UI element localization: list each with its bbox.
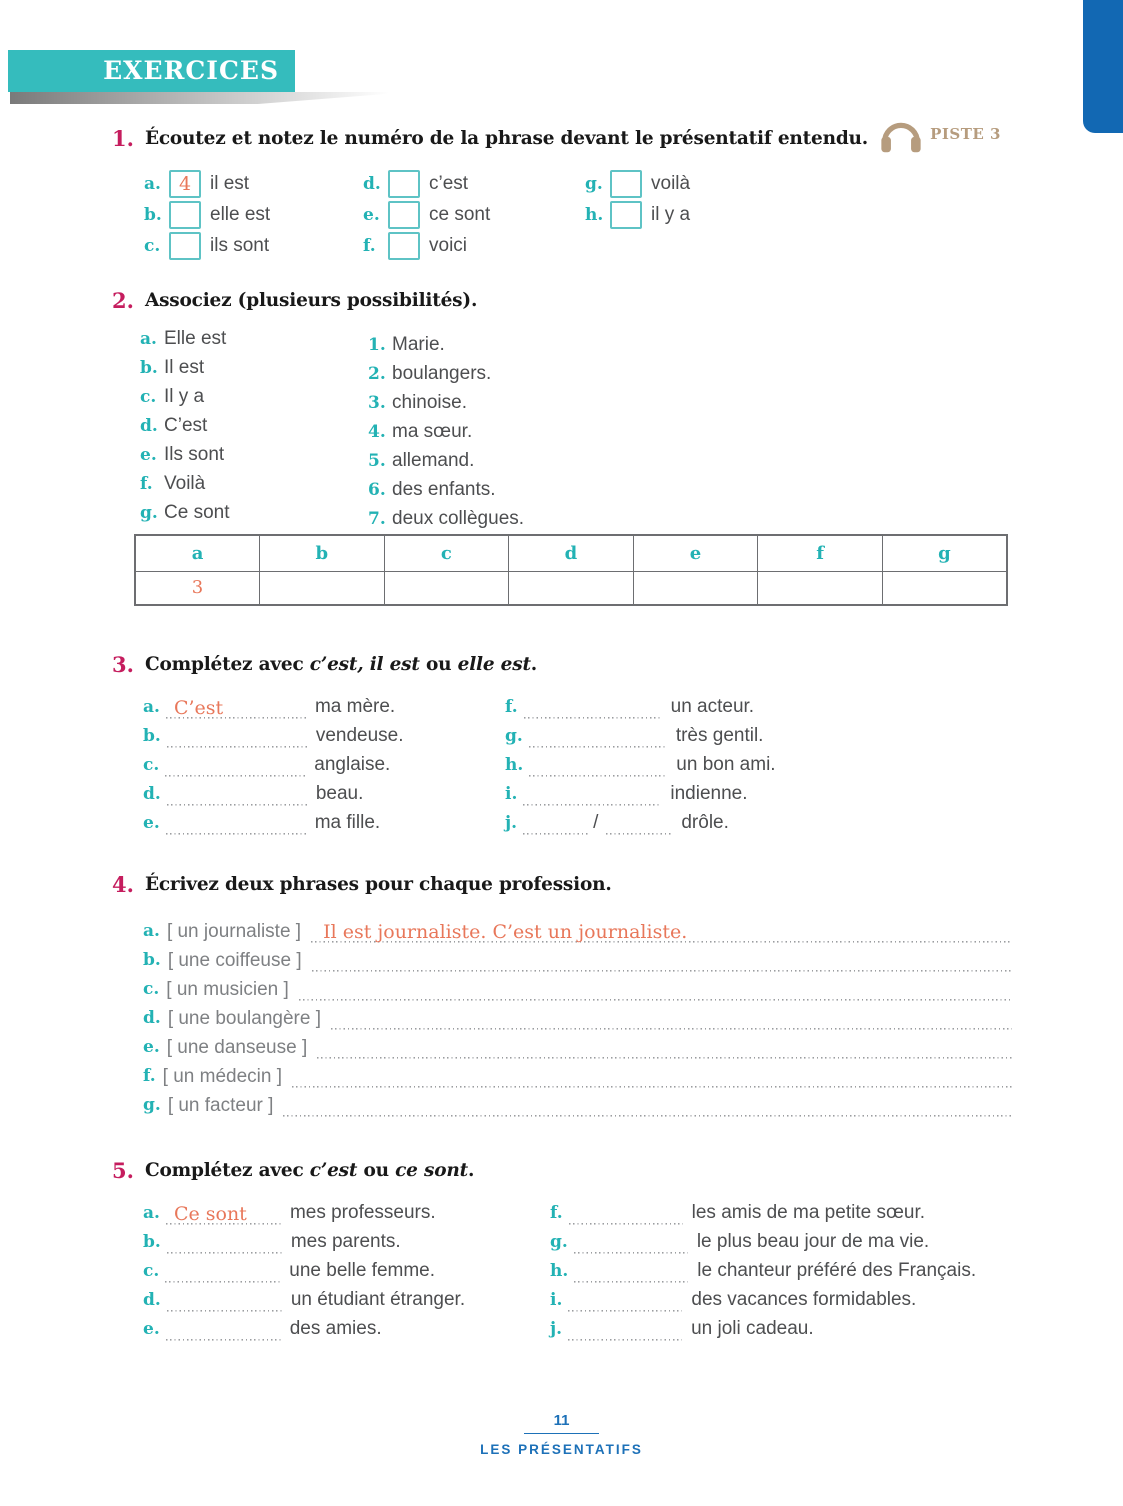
answer-line[interactable] bbox=[312, 950, 1012, 972]
fill-item bbox=[505, 690, 776, 719]
item-letter: a. bbox=[140, 328, 157, 349]
box-answer: 4 bbox=[178, 172, 192, 195]
table-header-row bbox=[135, 535, 1007, 571]
exercise-title: Complétez avec c’est ou ce sont. bbox=[144, 1160, 475, 1181]
table-header-cell: b bbox=[260, 535, 385, 571]
fill-blank[interactable] bbox=[166, 813, 306, 835]
audio-cue bbox=[878, 112, 1001, 156]
item-text: un étudiant étranger. bbox=[290, 1289, 466, 1310]
profession-bracket: [ un facteur ] bbox=[167, 1095, 274, 1116]
banner-shadow bbox=[10, 92, 410, 104]
item-letter: e. bbox=[140, 444, 157, 465]
write-item bbox=[143, 1030, 1012, 1059]
profession-bracket: [ une danseuse ] bbox=[166, 1037, 308, 1058]
item-label: Il est bbox=[164, 356, 205, 378]
fill-blank[interactable] bbox=[529, 755, 667, 777]
answer-box[interactable] bbox=[169, 232, 201, 260]
fill-item bbox=[505, 777, 776, 806]
option-number: 4. bbox=[368, 421, 386, 442]
item-label: voilà bbox=[651, 172, 691, 194]
item-letter: i. bbox=[550, 1290, 563, 1310]
answer-box[interactable] bbox=[610, 201, 642, 229]
item-letter: c. bbox=[143, 1261, 160, 1281]
item-letter: e. bbox=[143, 1037, 160, 1057]
item-label: il y a bbox=[651, 203, 691, 225]
item-letter: c. bbox=[143, 979, 160, 999]
exercise-4 bbox=[112, 872, 1012, 1117]
fill-item bbox=[505, 719, 776, 748]
write-item bbox=[143, 1088, 1012, 1117]
fill-item bbox=[143, 1254, 550, 1283]
fill-item-double bbox=[505, 806, 776, 835]
fill-blank[interactable] bbox=[167, 1290, 282, 1312]
exercise-3 bbox=[112, 652, 776, 835]
profession-bracket: [ une coiffeuse ] bbox=[167, 950, 302, 971]
exercise-2-heading bbox=[112, 288, 1032, 314]
answer-line[interactable] bbox=[299, 979, 1012, 1001]
fill-blank[interactable] bbox=[166, 697, 306, 719]
fill-item bbox=[550, 1312, 976, 1341]
match-option bbox=[368, 330, 524, 359]
listen-item bbox=[363, 199, 585, 230]
item-text: les amis de ma petite sœur. bbox=[691, 1202, 926, 1223]
fill-blank[interactable] bbox=[574, 1261, 688, 1283]
fill-column-left bbox=[143, 1196, 550, 1341]
exercise-number: 2. bbox=[112, 288, 134, 313]
fill-item bbox=[143, 719, 505, 748]
option-label: Marie. bbox=[392, 333, 445, 355]
exercise-4-heading bbox=[112, 872, 1012, 898]
item-label: Ils sont bbox=[164, 443, 225, 465]
table-answer-cell[interactable] bbox=[758, 571, 883, 605]
fill-item bbox=[143, 1312, 550, 1341]
exercise-4-items bbox=[143, 914, 1012, 1117]
item-letter: c. bbox=[140, 386, 157, 407]
exercise-number: 5. bbox=[112, 1158, 134, 1183]
match-option bbox=[368, 446, 524, 475]
item-text: mes professeurs. bbox=[289, 1202, 436, 1223]
item-label: elle est bbox=[210, 203, 271, 225]
exercise-title: Écrivez deux phrases pour chaque profession. bbox=[144, 874, 612, 895]
item-letter: g. bbox=[550, 1232, 568, 1252]
answers-table bbox=[134, 534, 1008, 606]
table-answer-cell[interactable]: 3 bbox=[135, 571, 260, 605]
answer-box[interactable] bbox=[388, 170, 420, 198]
match-item bbox=[140, 498, 1032, 527]
item-label: Voilà bbox=[164, 472, 206, 494]
headphones-icon bbox=[878, 112, 924, 156]
item-letter: b. bbox=[143, 950, 161, 970]
item-label: ils sont bbox=[210, 234, 270, 256]
item-letter: g. bbox=[140, 502, 158, 523]
item-label: ce sont bbox=[429, 203, 491, 225]
item-text: le plus beau jour de ma vie. bbox=[696, 1231, 930, 1252]
exercise-1 bbox=[112, 126, 1001, 261]
match-item bbox=[140, 440, 1032, 469]
item-letter: g. bbox=[143, 1095, 161, 1115]
item-text: ma fille. bbox=[314, 812, 381, 833]
exercise-title: Écoutez et notez le numéro de la phrase devant le présentatif entendu. bbox=[144, 128, 869, 149]
item-letter: h. bbox=[550, 1261, 569, 1281]
fill-item bbox=[143, 806, 505, 835]
answer-line[interactable] bbox=[331, 1008, 1012, 1030]
match-item bbox=[140, 469, 1032, 498]
fill-blank[interactable] bbox=[568, 1290, 682, 1312]
exercise-1-heading bbox=[112, 126, 1001, 156]
item-letter: c. bbox=[143, 755, 160, 775]
item-letter: f. bbox=[363, 235, 376, 256]
line-answer bbox=[283, 1095, 295, 1117]
profession-bracket: [ un médecin ] bbox=[162, 1066, 282, 1087]
fill-blank[interactable] bbox=[524, 697, 662, 719]
match-item bbox=[140, 411, 1032, 440]
line-answer bbox=[299, 979, 311, 1001]
item-label: c’est bbox=[429, 172, 469, 194]
answer-line[interactable] bbox=[283, 1095, 1012, 1117]
piste-label: PISTE 3 bbox=[930, 125, 1001, 143]
item-letter: b. bbox=[143, 726, 161, 746]
item-text: anglaise. bbox=[314, 754, 391, 775]
item-text: indienne. bbox=[670, 783, 748, 804]
item-text: beau. bbox=[315, 783, 364, 804]
fill-blank[interactable] bbox=[568, 1319, 682, 1341]
option-number: 7. bbox=[368, 508, 386, 529]
item-label: Il y a bbox=[164, 385, 205, 407]
item-letter: b. bbox=[143, 1232, 161, 1252]
item-text: le chanteur préféré des Français. bbox=[697, 1260, 977, 1281]
match-option bbox=[368, 417, 524, 446]
blank-answer: C’est bbox=[173, 697, 224, 719]
fill-blank[interactable] bbox=[166, 1203, 281, 1225]
fill-blank[interactable] bbox=[167, 784, 307, 806]
listen-item bbox=[363, 168, 585, 199]
exercise-1-items bbox=[144, 168, 1001, 261]
table-answer-cell[interactable] bbox=[384, 571, 509, 605]
answer-box[interactable] bbox=[169, 170, 201, 198]
exercises-banner-label: EXERCICES bbox=[103, 56, 279, 85]
item-letter: a. bbox=[143, 1203, 160, 1223]
write-item bbox=[143, 1001, 1012, 1030]
item-letter: j. bbox=[550, 1319, 563, 1339]
table-header-cell: c bbox=[384, 535, 509, 571]
item-letter: f. bbox=[505, 697, 518, 717]
item-letter: a. bbox=[144, 173, 161, 194]
table-header-cell: a bbox=[135, 535, 260, 571]
answer-box[interactable] bbox=[610, 170, 642, 198]
option-number: 2. bbox=[368, 363, 386, 384]
fill-item bbox=[550, 1196, 976, 1225]
item-letter: e. bbox=[143, 813, 160, 833]
match-item bbox=[140, 382, 1032, 411]
fill-blank[interactable] bbox=[529, 726, 667, 748]
exercise-2 bbox=[112, 288, 1032, 628]
fill-column-right bbox=[505, 690, 776, 835]
fill-column-left bbox=[143, 690, 505, 835]
fill-blank[interactable] bbox=[523, 813, 589, 835]
fill-blank[interactable] bbox=[166, 1319, 281, 1341]
table-header-cell: d bbox=[509, 535, 634, 571]
item-letter: e. bbox=[363, 204, 380, 225]
fill-item bbox=[550, 1225, 976, 1254]
fill-blank[interactable] bbox=[167, 1232, 282, 1254]
option-label: deux collègues. bbox=[392, 507, 525, 529]
item-letter: c. bbox=[144, 235, 161, 256]
match-lists bbox=[140, 324, 1032, 527]
answer-line[interactable] bbox=[311, 921, 1012, 943]
fill-column-right bbox=[550, 1196, 976, 1341]
match-option bbox=[368, 388, 524, 417]
item-letter: b. bbox=[144, 204, 162, 225]
listen-item bbox=[144, 230, 363, 261]
table-header-cell: e bbox=[633, 535, 758, 571]
fill-blank[interactable] bbox=[569, 1203, 683, 1225]
table-header-cell: g bbox=[882, 535, 1007, 571]
item-letter: h. bbox=[505, 755, 524, 775]
item-letter: g. bbox=[505, 726, 523, 746]
fill-blank[interactable] bbox=[574, 1232, 688, 1254]
answer-box[interactable] bbox=[388, 232, 420, 260]
profession-bracket: [ un journaliste ] bbox=[166, 921, 302, 942]
fill-item bbox=[143, 690, 505, 719]
answer-line[interactable] bbox=[317, 1037, 1012, 1059]
answer-box[interactable] bbox=[169, 201, 201, 229]
item-letter: j. bbox=[505, 813, 518, 833]
table-answer-cell[interactable] bbox=[509, 571, 634, 605]
option-label: chinoise. bbox=[392, 391, 467, 413]
item-text: drôle. bbox=[681, 812, 729, 833]
item-letter: f. bbox=[550, 1203, 563, 1223]
item-letter: d. bbox=[143, 1290, 161, 1310]
match-option bbox=[368, 475, 524, 504]
profession-bracket: [ un musicien ] bbox=[166, 979, 289, 1000]
line-answer bbox=[312, 950, 324, 972]
item-letter: d. bbox=[140, 415, 158, 436]
item-label: C’est bbox=[164, 414, 208, 436]
item-letter: a. bbox=[143, 921, 160, 941]
option-label: allemand. bbox=[392, 449, 475, 471]
item-text: des amies. bbox=[289, 1318, 382, 1339]
item-text: vendeuse. bbox=[315, 725, 404, 746]
write-item bbox=[143, 943, 1012, 972]
line-answer bbox=[331, 1008, 343, 1030]
item-text: des vacances formidables. bbox=[691, 1289, 917, 1310]
fill-blank[interactable] bbox=[165, 1261, 280, 1283]
fill-item bbox=[143, 748, 505, 777]
option-number: 3. bbox=[368, 392, 386, 413]
line-answer: Il est journaliste. C’est un journaliste. bbox=[323, 921, 688, 943]
exercise-5-items bbox=[143, 1196, 976, 1341]
item-label: voici bbox=[429, 234, 468, 256]
item-letter: d. bbox=[143, 1008, 161, 1028]
fill-blank[interactable] bbox=[606, 813, 672, 835]
match-list-left bbox=[140, 324, 1032, 527]
exercise-5-heading bbox=[112, 1158, 976, 1184]
item-text: un acteur. bbox=[670, 696, 755, 717]
fill-blank[interactable] bbox=[167, 726, 307, 748]
item-text: ma mère. bbox=[314, 696, 396, 717]
write-item bbox=[143, 1059, 1012, 1088]
listen-item bbox=[144, 168, 363, 199]
chapter-title: LES PRÉSENTATIFS bbox=[480, 1442, 643, 1457]
listen-item bbox=[144, 199, 363, 230]
page-number: 11 bbox=[524, 1412, 600, 1434]
blank-answer: Ce sont bbox=[173, 1203, 247, 1225]
line-answer bbox=[292, 1066, 304, 1088]
item-letter: a. bbox=[143, 697, 160, 717]
item-text: un bon ami. bbox=[676, 754, 776, 775]
slash-separator: / bbox=[593, 812, 599, 833]
item-label: Ce sont bbox=[164, 501, 230, 523]
match-list-right bbox=[368, 330, 524, 533]
item-text: une belle femme. bbox=[289, 1260, 436, 1281]
exercise-5 bbox=[112, 1158, 976, 1341]
match-item bbox=[140, 324, 1032, 353]
exercises-banner bbox=[8, 50, 295, 92]
item-label: il est bbox=[210, 172, 250, 194]
item-text: un joli cadeau. bbox=[691, 1318, 814, 1339]
option-number: 6. bbox=[368, 479, 386, 500]
item-letter: f. bbox=[143, 1066, 156, 1086]
exercise-title: Associez (plusieurs possibilités). bbox=[144, 290, 478, 311]
option-number: 1. bbox=[368, 334, 386, 355]
item-letter: g. bbox=[585, 173, 603, 194]
option-label: des enfants. bbox=[392, 478, 496, 500]
item-letter: d. bbox=[363, 173, 381, 194]
item-text: très gentil. bbox=[675, 725, 764, 746]
exercise-number: 3. bbox=[112, 652, 134, 677]
table-answer-cell[interactable] bbox=[260, 571, 385, 605]
table-answer-row bbox=[135, 571, 1007, 605]
fill-item bbox=[505, 748, 776, 777]
match-option bbox=[368, 359, 524, 388]
exercise-3-items bbox=[143, 690, 776, 835]
item-letter: h. bbox=[585, 204, 604, 225]
option-number: 5. bbox=[368, 450, 386, 471]
answer-box[interactable] bbox=[388, 201, 420, 229]
page-footer bbox=[0, 1412, 1123, 1457]
table-answer-cell[interactable] bbox=[882, 571, 1007, 605]
line-answer bbox=[317, 1037, 329, 1059]
fill-item bbox=[550, 1254, 976, 1283]
write-item bbox=[143, 914, 1012, 943]
item-text: mes parents. bbox=[290, 1231, 401, 1252]
item-letter: i. bbox=[505, 784, 518, 804]
fill-item bbox=[143, 1283, 550, 1312]
item-label: Elle est bbox=[164, 327, 227, 349]
exercise-number: 1. bbox=[112, 126, 134, 151]
exercise-number: 4. bbox=[112, 872, 134, 897]
write-item bbox=[143, 972, 1012, 1001]
fill-blank[interactable] bbox=[165, 755, 305, 777]
answer-line[interactable] bbox=[292, 1066, 1012, 1088]
fill-item bbox=[143, 1196, 550, 1225]
match-option bbox=[368, 504, 524, 533]
fill-blank[interactable] bbox=[523, 784, 661, 806]
item-letter: b. bbox=[140, 357, 158, 378]
listen-item bbox=[585, 199, 690, 230]
option-label: ma sœur. bbox=[392, 420, 473, 442]
chapter-side-tab bbox=[1083, 0, 1123, 133]
exercise-3-heading bbox=[112, 652, 776, 678]
fill-item bbox=[143, 1225, 550, 1254]
item-letter: d. bbox=[143, 784, 161, 804]
table-header-cell: f bbox=[758, 535, 883, 571]
listen-item bbox=[363, 230, 585, 261]
match-item bbox=[140, 353, 1032, 382]
listen-item bbox=[585, 168, 690, 199]
profession-bracket: [ une boulangère ] bbox=[167, 1008, 321, 1029]
fill-item bbox=[550, 1283, 976, 1312]
fill-item bbox=[143, 777, 505, 806]
exercise-title: Complétez avec c’est, il est ou elle est. bbox=[144, 654, 538, 675]
item-letter: e. bbox=[143, 1319, 160, 1339]
option-label: boulangers. bbox=[392, 362, 492, 384]
table-answer-cell[interactable] bbox=[633, 571, 758, 605]
item-letter: f. bbox=[140, 473, 153, 494]
